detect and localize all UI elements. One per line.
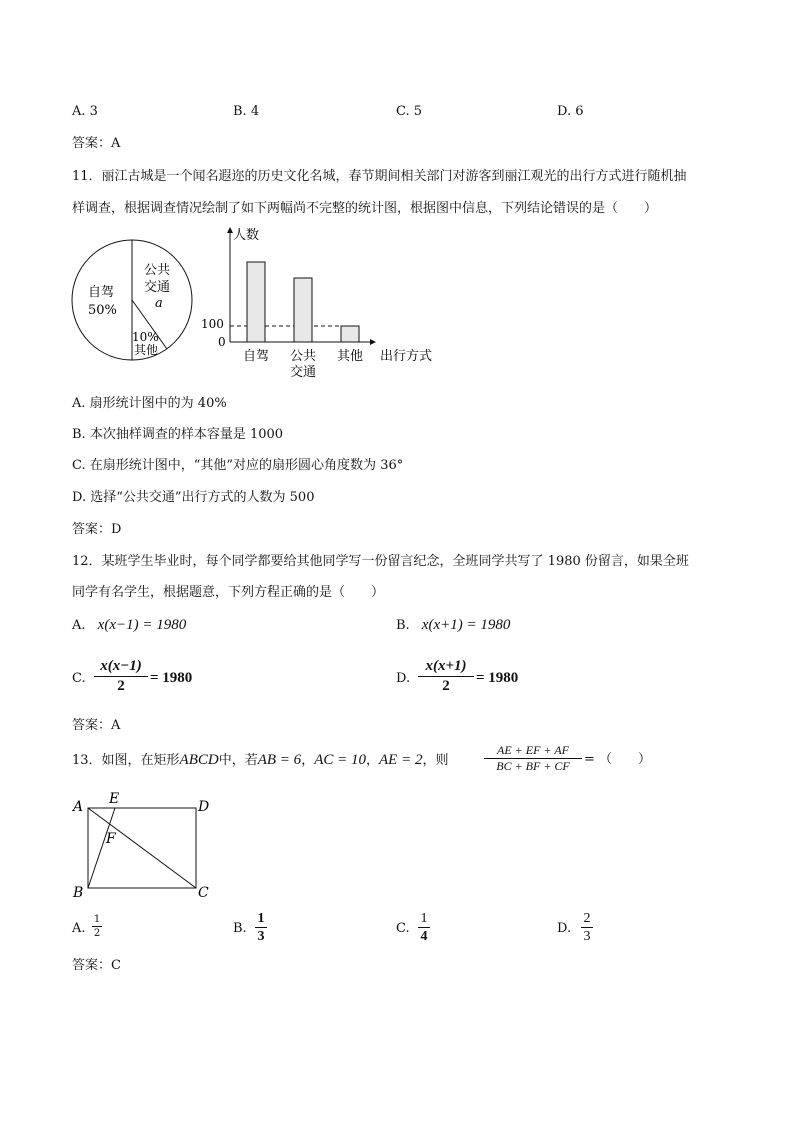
numerator: x(x−1) [100,658,142,674]
pie-label-other-1: 10% [132,330,159,344]
q10-option-c [396,105,422,118]
option-letter: D. [72,490,87,505]
q13-option-c-fraction [418,911,430,945]
category-label-1-1: 交通 [289,365,317,380]
numerator: x(x+1) [425,658,467,674]
label-d: D [198,799,210,815]
label-f: F [106,831,116,847]
q10-option-b [233,105,259,118]
category-label-0-0: 自驾 [242,349,270,364]
q13-option-b-fraction [255,911,267,945]
q13-answer: 答案：C [72,958,121,973]
segment-be [88,808,115,888]
equation: x(x−1) = 1980 [97,617,187,633]
denominator: 3 [257,929,265,945]
q11-option-a [72,397,227,410]
option-value: 3 [89,104,98,119]
bar-chart [195,224,445,384]
numerator: 1 [93,914,101,925]
option-text: 选择“公共交通”出行方式的人数为 500 [90,490,315,505]
q10-option-d [557,105,584,118]
label-c: C [198,885,209,900]
q13-stem [72,753,448,768]
q10-option-a [72,105,98,118]
fraction-bar [255,927,267,928]
y-tick-0: 0 [218,335,226,349]
condition-ab: AB = 6 [257,752,302,768]
category-label-1-0: 公共 [289,349,317,364]
pie-label-public-1: 公共 [144,263,171,278]
equation: x(x+1) = 1980 [421,617,511,633]
q10-answer: 答案：A [72,136,121,151]
q13-option-d-fraction [581,911,593,945]
fraction-bar [418,927,430,928]
condition-ac: AC = 10 [314,752,366,768]
rectangle-figure [68,790,218,900]
option-letter: B. [233,104,247,119]
y-tick-100: 100 [201,317,224,331]
fraction-bar [94,676,148,677]
denominator: 2 [442,677,450,694]
label-a: A [73,799,84,815]
option-letter: A. [72,396,86,411]
q12-option-c-rhs: = 1980 [150,670,193,686]
q13-stem-tail: = （ ） [584,752,652,767]
q11-option-d [72,491,314,504]
option-letter: B. [396,618,410,633]
separator: ， [301,753,315,768]
option-letter: A. [72,618,86,633]
pie-label-public-2: 交通 [144,280,171,295]
numerator: 1 [257,911,265,926]
q12-stem-line1: 12．某班学生毕业时，每个同学都要给其他同学写一份留言纪念，全班同学共写了 1980 份留言，如果全班 [72,554,689,569]
denominator: 3 [583,929,591,945]
q12-option-a [72,618,186,633]
numerator: 2 [583,911,591,926]
option-text: 在扇形统计图中，“其他”对应的扇形圆心角度数为 36° [89,458,404,473]
option-value: 5 [413,104,423,119]
option-value: 6 [575,104,584,119]
q12-option-d-rhs: = 1980 [476,670,519,686]
rect-name: ABCD [179,752,219,768]
fraction-bar [418,676,474,677]
bar-2 [341,326,359,342]
denominator: 2 [117,677,125,694]
option-text: 扇形统计图中的为 40% [89,396,227,411]
q12-stem-line2: 同学有名学生，根据题意，下列方程正确的是（ ） [72,585,385,600]
separator: ， [366,753,380,768]
numerator: AE + EF + AF [497,743,569,757]
option-letter: B. [72,427,86,442]
q13-option-c-letter: C. [396,921,410,936]
option-text: 本次抽样调查的样本容量是 1000 [89,427,284,442]
category-label-2-0: 其他 [336,349,364,364]
q11-stem-line1: 11．丽江古城是一个闻名遐迩的历史文化名城，春节期间相关部门对游客到丽江观光的出行方式进行随机抽 [72,169,687,184]
q13-ratio-fraction [484,744,582,773]
label-e: E [109,791,120,807]
stem-prefix: 13．如图，在矩形 [72,753,180,768]
q12-option-c-letter: C. [72,671,86,686]
denominator: 2 [93,928,101,939]
option-value: 4 [250,104,260,119]
q13-option-a-fraction [92,914,102,939]
option-letter: C. [72,458,86,473]
option-letter: A. [72,104,86,119]
fraction-bar [581,927,593,928]
bar-1 [294,278,312,342]
q12-option-d-fraction [418,658,474,694]
q12-option-c-fraction [94,658,148,694]
label-b: B [73,885,84,900]
condition-ae: AE = 2 [379,752,423,768]
y-axis-label: 人数 [233,228,260,243]
pie-label-other-2: 其他 [134,343,159,357]
option-letter: D. [557,104,572,119]
diagonal-ac [88,808,196,888]
q13-option-b-letter: B. [233,921,247,936]
q11-option-b [72,428,283,441]
bar-0 [247,262,265,342]
pie-label-self-drive-1: 自驾 [88,285,115,300]
stem-mid: 中，若 [218,753,258,768]
q11-answer: 答案：D [72,522,122,537]
fraction-bar [92,926,102,927]
option-letter: C. [396,104,410,119]
numerator: 1 [420,911,428,926]
q13-option-d-letter: D. [557,921,572,936]
q12-option-b [396,618,510,633]
x-axis-label: 出行方式 [380,349,433,364]
q11-stem-line2: 样调查，根据调查情况绘制了如下两幅尚不完整的统计图，根据图中信息，下列结论错误的是（ ） [72,201,658,216]
stem-then: ，则 [422,753,449,768]
pie-label-public-3: a [155,296,163,311]
q12-option-d-letter: D. [396,671,411,686]
q11-option-c [72,459,403,472]
denominator: BC + BF + CF [496,759,570,774]
q13-option-a-letter: A. [72,921,86,936]
pie-chart [68,232,208,372]
denominator: 4 [420,929,428,945]
pie-label-self-drive-2: 50% [88,303,117,318]
q12-answer: 答案：A [72,718,121,733]
